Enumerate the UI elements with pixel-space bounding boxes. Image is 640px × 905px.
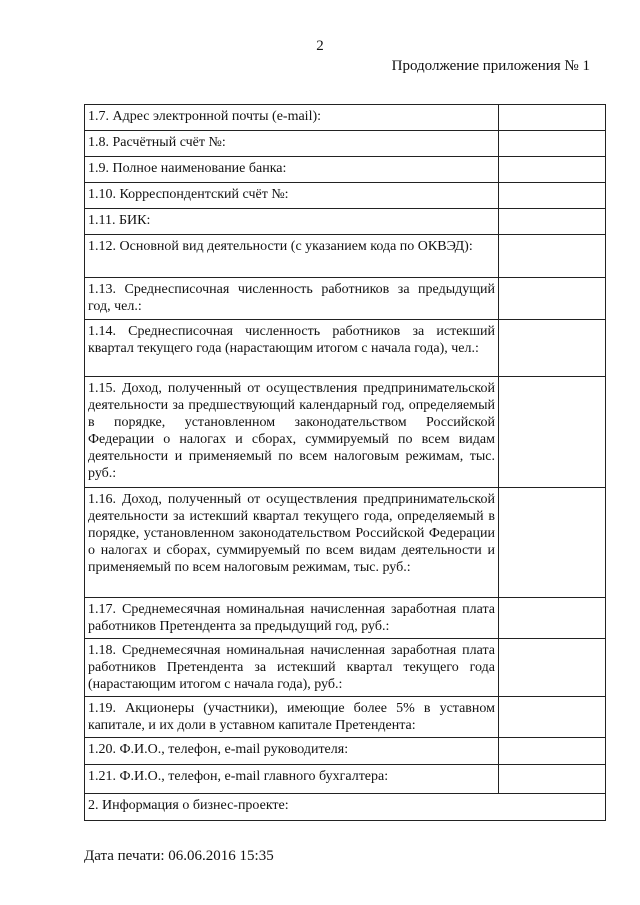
row-label: 1.17. Среднемесячная номинальная начисленная заработная плата работников Претендента за предыдущий год, руб.:: [85, 598, 499, 639]
table-row: [85, 765, 606, 794]
application-form-table: [84, 104, 606, 821]
row-label: 1.7. Адрес электронной почты (e-mail):: [85, 105, 499, 131]
row-label: 1.13. Среднесписочная численность работников за предыдущий год, чел.:: [85, 278, 499, 320]
table-row: [85, 157, 606, 183]
table-row: [85, 320, 606, 377]
row-label: 1.10. Корреспондентский счёт №:: [85, 183, 499, 209]
row-value-cell[interactable]: [499, 209, 606, 235]
section-2-heading: 2. Информация о бизнес-проекте:: [85, 794, 606, 821]
table-row: [85, 488, 606, 598]
row-label: 1.20. Ф.И.О., телефон, e-mail руководителя:: [85, 738, 499, 765]
row-value-cell[interactable]: [499, 697, 606, 738]
row-value-cell[interactable]: [499, 105, 606, 131]
row-label: 1.19. Акционеры (участники), имеющие более 5% в уставном капитале, и их доли в уставном капитале Претендента:: [85, 697, 499, 738]
row-label: 1.21. Ф.И.О., телефон, e-mail главного бухгалтера:: [85, 765, 499, 794]
print-date: Дата печати: 06.06.2016 15:35: [84, 848, 274, 864]
row-label: 1.12. Основной вид деятельности (с указанием кода по ОКВЭД):: [85, 235, 499, 278]
table-row: [85, 738, 606, 765]
row-value-cell[interactable]: [499, 320, 606, 377]
row-label: 1.18. Среднемесячная номинальная начисленная заработная плата работников Претендента за истекший квартал текущего года (нарастающим итогом с начала года), руб.:: [85, 639, 499, 697]
row-label: 1.16. Доход, полученный от осуществления предпринимательской деятельности за истекший квартал текущего года, определяемый в порядке, установленном законодательством Российской Федерации о налогах и сборах, суммируемый по всем видам деятельности и применяемый по всем налоговым режимам, тыс. руб.:: [85, 488, 499, 598]
table-row: [85, 131, 606, 157]
row-value-cell[interactable]: [499, 488, 606, 598]
row-value-cell[interactable]: [499, 183, 606, 209]
table-row: [85, 377, 606, 488]
table-row: [85, 697, 606, 738]
row-value-cell[interactable]: [499, 639, 606, 697]
table-row: [85, 794, 606, 821]
row-value-cell[interactable]: [499, 131, 606, 157]
appendix-continuation-heading: Продолжение приложения № 1: [391, 58, 590, 74]
row-label: 1.8. Расчётный счёт №:: [85, 131, 499, 157]
row-value-cell[interactable]: [499, 235, 606, 278]
row-value-cell[interactable]: [499, 377, 606, 488]
row-label: 1.15. Доход, полученный от осуществления предпринимательской деятельности за предшествующий календарный год, определяемый в порядке, установленном законодательством Российской Федерации о налогах и сборах, суммируемый по всем видам деятельности и применяемый по всем налоговым режимам, тыс. руб.:: [85, 377, 499, 488]
table-row: [85, 639, 606, 697]
row-value-cell[interactable]: [499, 598, 606, 639]
table-row: [85, 598, 606, 639]
table-row: [85, 183, 606, 209]
table-row: [85, 209, 606, 235]
row-value-cell[interactable]: [499, 157, 606, 183]
row-value-cell[interactable]: [499, 765, 606, 794]
page-number: 2: [316, 38, 324, 54]
table-row: [85, 278, 606, 320]
row-value-cell[interactable]: [499, 278, 606, 320]
table-row: [85, 235, 606, 278]
row-label: 1.11. БИК:: [85, 209, 499, 235]
row-label: 1.9. Полное наименование банка:: [85, 157, 499, 183]
row-value-cell[interactable]: [499, 738, 606, 765]
table-row: [85, 105, 606, 131]
row-label: 1.14. Среднесписочная численность работников за истекший квартал текущего года (нарастающим итогом с начала года), чел.:: [85, 320, 499, 377]
